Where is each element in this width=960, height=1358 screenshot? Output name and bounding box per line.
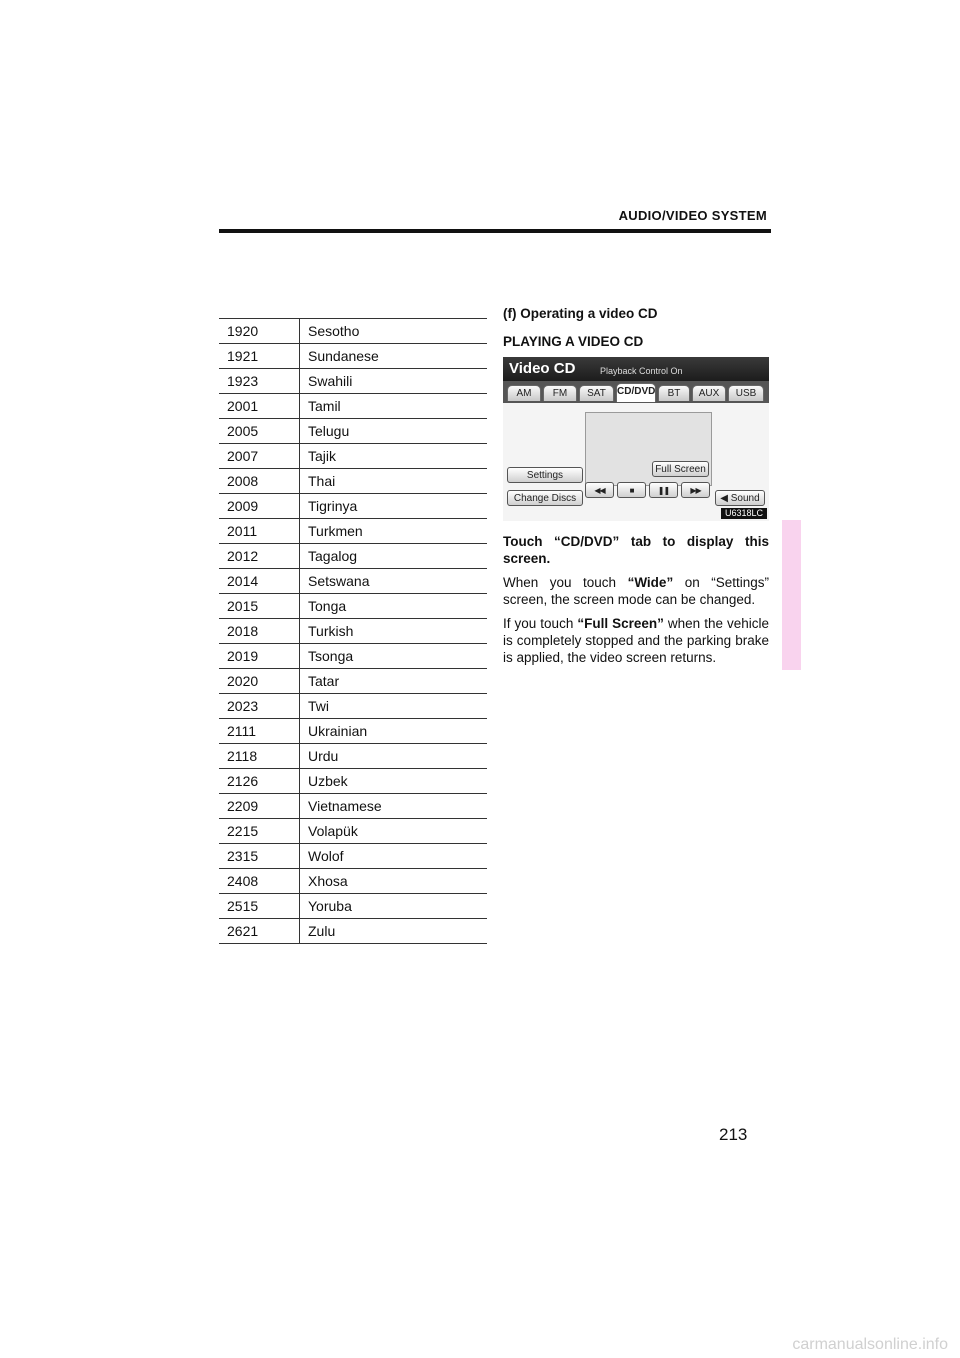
instruction-text: Touch “CD/DVD” tab to display this screen. [503, 534, 769, 566]
language-code-cell: 1921 [219, 344, 300, 369]
table-row [219, 819, 487, 844]
language-name-cell: Zulu [300, 919, 488, 944]
header-rule [219, 229, 771, 233]
table-row [219, 319, 487, 344]
table-row [219, 494, 487, 519]
watermark: carmanualsonline.info [792, 1336, 948, 1353]
p2-before: If you touch [503, 616, 578, 631]
tab-am[interactable]: AM [507, 385, 541, 401]
table-row [219, 794, 487, 819]
language-name-cell: Wolof [300, 844, 488, 869]
p1-bold: “Wide” [627, 575, 674, 590]
language-code-cell: 2015 [219, 594, 300, 619]
language-name-cell: Tigrinya [300, 494, 488, 519]
language-name-cell: Thai [300, 469, 488, 494]
source-tab-bar [503, 381, 769, 403]
tab-fm[interactable]: FM [543, 385, 577, 401]
table-row [219, 594, 487, 619]
language-code-cell: 2315 [219, 844, 300, 869]
language-name-cell: Yoruba [300, 894, 488, 919]
rewind-button[interactable]: ◀◀ [585, 482, 614, 498]
sound-button[interactable]: ◀ Sound [715, 490, 765, 506]
language-name-cell: Tatar [300, 669, 488, 694]
full-screen-paragraph [503, 615, 769, 666]
table-row [219, 469, 487, 494]
table-row [219, 569, 487, 594]
language-name-cell: Uzbek [300, 769, 488, 794]
stop-button[interactable]: ■ [617, 482, 646, 498]
p2-after: when the vehicle is completely stopped and the parking brake is applied, the video screen returns. [503, 616, 769, 665]
language-code-cell: 1920 [219, 319, 300, 344]
table-row [219, 644, 487, 669]
language-name-cell: Swahili [300, 369, 488, 394]
language-code-cell: 2209 [219, 794, 300, 819]
subsection-heading: PLAYING A VIDEO CD [503, 334, 644, 349]
language-name-cell: Tonga [300, 594, 488, 619]
language-name-cell: Tamil [300, 394, 488, 419]
language-name-cell: Ukrainian [300, 719, 488, 744]
table-row [219, 894, 487, 919]
change-discs-button[interactable]: Change Discs [507, 490, 583, 506]
tab-bt[interactable]: BT [658, 385, 690, 401]
video-cd-screen [503, 357, 769, 521]
table-row [219, 369, 487, 394]
language-code-cell: 2215 [219, 819, 300, 844]
language-name-cell: Urdu [300, 744, 488, 769]
right-column [503, 306, 769, 673]
language-code-cell: 2018 [219, 619, 300, 644]
language-name-cell: Turkish [300, 619, 488, 644]
table-row [219, 344, 487, 369]
table-row [219, 919, 487, 944]
language-code-cell: 2007 [219, 444, 300, 469]
language-name-cell: Tajik [300, 444, 488, 469]
table-row [219, 544, 487, 569]
language-name-cell: Sundanese [300, 344, 488, 369]
language-code-cell: 2126 [219, 769, 300, 794]
language-code-table [219, 318, 487, 944]
language-code-cell: 2020 [219, 669, 300, 694]
image-code-label: U6318LC [721, 508, 767, 519]
tab-cd-dvd[interactable]: CD/DVD [616, 383, 656, 402]
language-name-cell: Sesotho [300, 319, 488, 344]
language-name-cell: Tagalog [300, 544, 488, 569]
full-screen-button[interactable]: Full Screen [652, 461, 709, 477]
table-row [219, 444, 487, 469]
wide-mode-paragraph [503, 574, 769, 608]
table-row [219, 744, 487, 769]
language-name-cell: Turkmen [300, 519, 488, 544]
language-code-cell: 2515 [219, 894, 300, 919]
pause-button[interactable]: ❚❚ [649, 482, 678, 498]
fast-forward-button[interactable]: ▶▶ [681, 482, 710, 498]
table-row [219, 844, 487, 869]
language-code-cell: 2111 [219, 719, 300, 744]
language-name-cell: Telugu [300, 419, 488, 444]
language-code-cell: 2005 [219, 419, 300, 444]
tab-sat[interactable]: SAT [579, 385, 614, 401]
section-side-tab [782, 520, 801, 670]
table-row [219, 394, 487, 419]
language-code-cell: 2012 [219, 544, 300, 569]
header-title: AUDIO/VIDEO SYSTEM [618, 208, 767, 223]
language-code-cell: 2019 [219, 644, 300, 669]
language-code-cell: 2621 [219, 919, 300, 944]
table-row [219, 694, 487, 719]
language-code-cell: 1923 [219, 369, 300, 394]
tab-aux[interactable]: AUX [692, 385, 726, 401]
language-name-cell: Volapük [300, 819, 488, 844]
section-heading: (f) Operating a video CD [503, 306, 658, 321]
tab-usb[interactable]: USB [728, 385, 764, 401]
table-row [219, 769, 487, 794]
language-name-cell: Setswana [300, 569, 488, 594]
screen-title: Video CD [509, 360, 576, 377]
language-name-cell: Twi [300, 694, 488, 719]
language-code-cell: 2118 [219, 744, 300, 769]
language-name-cell: Tsonga [300, 644, 488, 669]
language-code-cell: 2023 [219, 694, 300, 719]
language-name-cell: Vietnamese [300, 794, 488, 819]
table-row [219, 619, 487, 644]
table-row [219, 669, 487, 694]
p2-bold: “Full Screen” [577, 616, 664, 631]
p1-before: When you touch [503, 575, 628, 590]
language-code-cell: 2008 [219, 469, 300, 494]
language-code-cell: 2001 [219, 394, 300, 419]
page-number: 213 [719, 1125, 748, 1144]
table-row [219, 519, 487, 544]
table-row [219, 719, 487, 744]
table-row [219, 869, 487, 894]
table-row [219, 419, 487, 444]
screen-title-bar [503, 357, 769, 381]
language-code-cell: 2009 [219, 494, 300, 519]
language-code-cell: 2408 [219, 869, 300, 894]
screen-subtitle: Playback Control On [600, 366, 683, 376]
language-code-cell: 2011 [219, 519, 300, 544]
language-name-cell: Xhosa [300, 869, 488, 894]
settings-button[interactable]: Settings [507, 467, 583, 483]
language-code-cell: 2014 [219, 569, 300, 594]
p1-after: on “Settings” screen, the screen mode can be changed. [503, 575, 769, 607]
